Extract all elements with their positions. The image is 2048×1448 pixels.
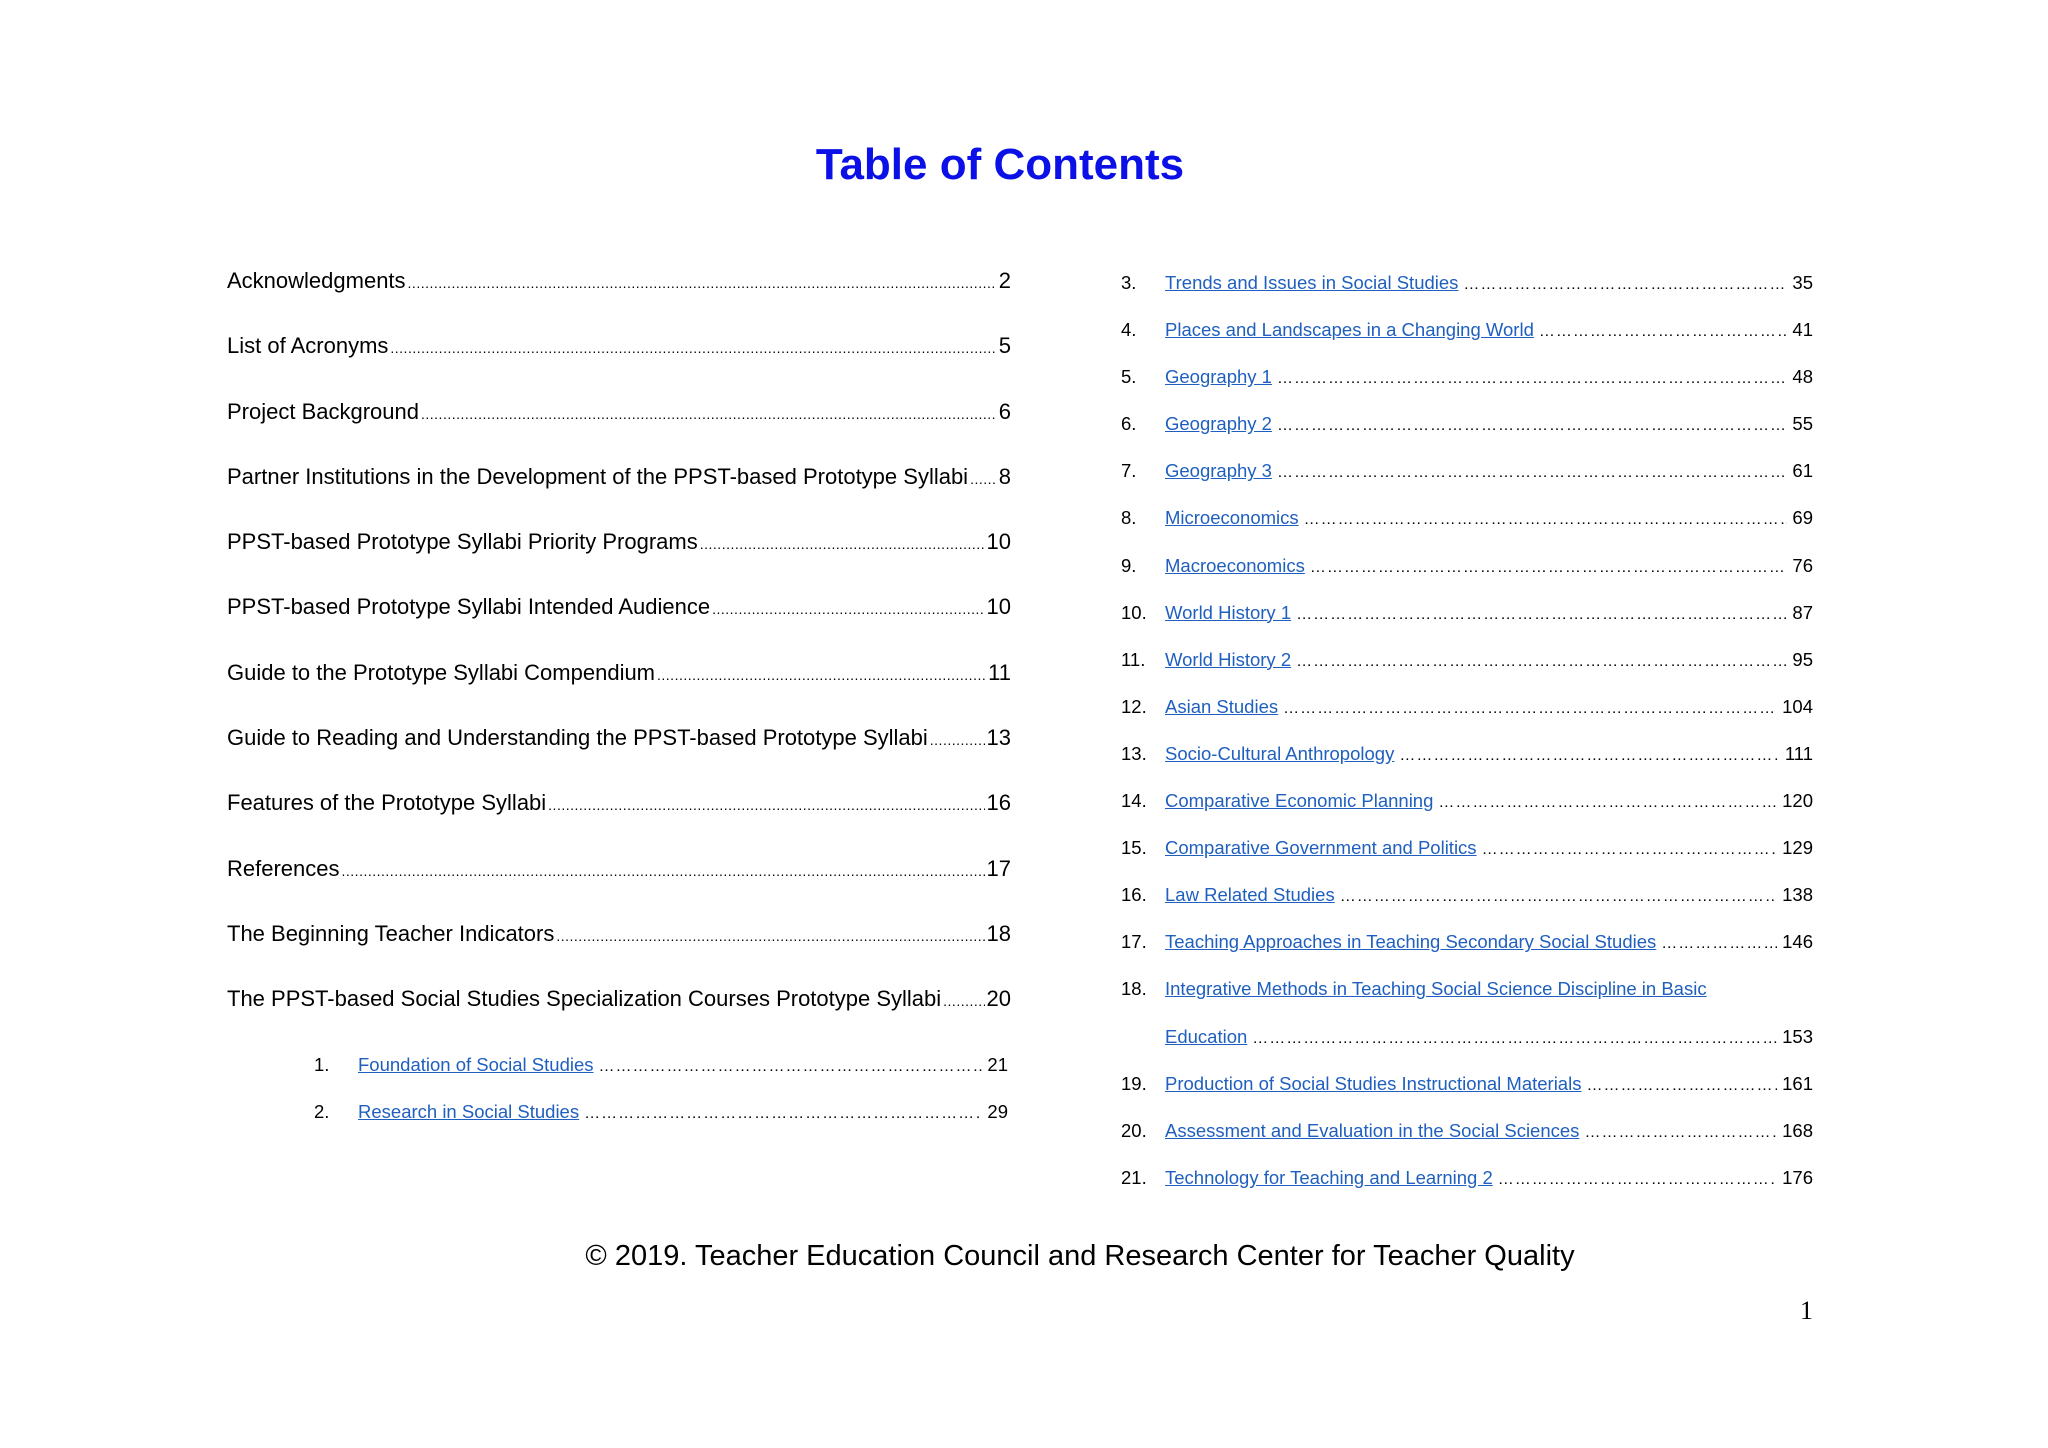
dot-leader [930, 732, 985, 748]
toc-entry-label: Acknowledgments [227, 268, 406, 293]
course-number: 11. [1121, 648, 1146, 670]
course-link[interactable]: Asian Studies [1165, 695, 1279, 717]
course-entry [1121, 555, 1813, 602]
dot-leader [599, 1058, 983, 1076]
dot-leader [1310, 559, 1788, 577]
course-link[interactable]: Macroeconomics [1165, 554, 1305, 576]
course-entry [1121, 743, 1813, 790]
course-page: 176 [1782, 1166, 1813, 1188]
course-link[interactable]: Geography 3 [1165, 460, 1272, 482]
dot-leader [1304, 511, 1788, 529]
course-number: 9. [1121, 554, 1137, 576]
course-link[interactable]: Foundation of Social Studies [358, 1054, 594, 1075]
course-number: 15. [1121, 837, 1147, 859]
course-number: 13. [1121, 742, 1147, 764]
dot-leader [548, 797, 984, 813]
toc-entry-beginning-teacher[interactable] [227, 921, 1011, 986]
dot-leader [1539, 323, 1788, 341]
main-toc-list [227, 268, 1011, 1052]
toc-entry-references[interactable] [227, 856, 1011, 921]
course-entry [1121, 931, 1813, 978]
course-page: 87 [1792, 601, 1813, 623]
course-page: 76 [1792, 554, 1813, 576]
dot-leader [1586, 1077, 1777, 1095]
course-entry [1121, 1167, 1813, 1214]
course-number: 1. [314, 1054, 330, 1075]
course-link[interactable]: Assessment and Evaluation in the Social Sciences [1165, 1119, 1580, 1141]
course-page: 95 [1792, 648, 1813, 670]
course-entry [1121, 413, 1813, 460]
course-link-continuation[interactable]: Education [1165, 1025, 1248, 1047]
course-page: 21 [987, 1054, 1008, 1075]
toc-entry-acknowledgments[interactable] [227, 268, 1011, 333]
dot-leader [1283, 700, 1777, 718]
course-link[interactable]: Teaching Approaches in Teaching Secondary Social Studies [1165, 931, 1657, 953]
course-number: 5. [1121, 366, 1137, 388]
toc-entry-list-of-acronyms[interactable] [227, 333, 1011, 398]
dot-leader [1399, 747, 1780, 765]
toc-entry-page: 8 [998, 463, 1011, 489]
toc-entry-label: PPST-based Prototype Syllabi Priority Programs [227, 529, 698, 555]
course-entry [1121, 1120, 1813, 1167]
course-number: 6. [1121, 413, 1137, 435]
course-number: 8. [1121, 507, 1137, 529]
course-link[interactable]: Technology for Teaching and Learning 2 [1165, 1166, 1493, 1188]
dot-leader [700, 536, 985, 552]
course-page: 61 [1792, 460, 1813, 482]
course-page: 153 [1782, 1025, 1813, 1047]
course-link[interactable]: Law Related Studies [1165, 884, 1335, 906]
course-link[interactable]: Comparative Economic Planning [1165, 790, 1434, 812]
toc-entry-page: 16 [986, 790, 1011, 816]
course-link[interactable]: Research in Social Studies [358, 1101, 580, 1123]
course-number: 12. [1121, 695, 1147, 717]
course-number: 7. [1121, 460, 1137, 482]
dot-leader [1277, 370, 1787, 388]
course-page: 104 [1782, 695, 1813, 717]
course-link[interactable]: Production of Social Studies Instructional Materials [1165, 1072, 1582, 1094]
course-entry [314, 1054, 1008, 1101]
course-entry-continuation [1121, 1026, 1813, 1073]
dot-leader [421, 406, 997, 422]
course-link[interactable]: Comparative Government and Politics [1165, 837, 1477, 859]
course-link[interactable]: World History 2 [1165, 648, 1292, 670]
toc-entry-page: 11 [988, 659, 1011, 685]
course-page: 48 [1792, 366, 1813, 388]
course-page: 168 [1782, 1119, 1813, 1141]
course-number: 2. [314, 1101, 330, 1123]
dot-leader [712, 601, 984, 617]
dot-leader [1661, 935, 1777, 953]
toc-entry-intended-audience[interactable] [227, 594, 1011, 659]
toc-entry-label: Features of the Prototype Syllabi [227, 790, 547, 816]
course-page: 161 [1782, 1072, 1813, 1094]
dot-leader [1296, 606, 1787, 624]
toc-entry-label: List of Acronyms [227, 333, 389, 359]
course-link[interactable]: Trends and Issues in Social Studies [1165, 272, 1459, 293]
dot-leader [1296, 653, 1787, 671]
course-page: 138 [1782, 884, 1813, 906]
toc-entry-page: 6 [998, 398, 1011, 424]
dot-leader [943, 993, 984, 1009]
toc-entry-partner-institutions[interactable] [227, 464, 1011, 529]
toc-entry-page: 5 [998, 333, 1011, 359]
toc-entry-label: The Beginning Teacher Indicators [227, 920, 555, 946]
course-number: 19. [1121, 1072, 1147, 1094]
toc-entry-guide-compendium[interactable] [227, 660, 1011, 725]
toc-entry-guide-reading[interactable] [227, 725, 1011, 790]
course-number: 10. [1121, 601, 1147, 623]
course-page: 120 [1782, 790, 1813, 812]
dot-leader [657, 667, 986, 683]
course-number: 3. [1121, 272, 1137, 293]
toc-entry-page: 17 [986, 855, 1011, 881]
course-entry [1121, 602, 1813, 649]
dot-leader [970, 471, 997, 487]
course-number: 17. [1121, 931, 1147, 953]
course-link[interactable]: Geography 2 [1165, 413, 1272, 435]
course-entry [1121, 978, 1813, 1025]
toc-entry-label: PPST-based Prototype Syllabi Intended Audience [227, 594, 711, 620]
course-entry [1121, 319, 1813, 366]
dot-leader [1482, 841, 1778, 859]
course-entry [1121, 696, 1813, 743]
course-entry [314, 1101, 1008, 1148]
course-page: 129 [1782, 837, 1813, 859]
dot-leader [1252, 1030, 1777, 1048]
course-number: 14. [1121, 790, 1147, 812]
toc-entry-page: 20 [986, 986, 1011, 1012]
toc-entry-features[interactable] [227, 790, 1011, 855]
toc-entry-label: Guide to Reading and Understanding the PPST-based Prototype Syllabi [227, 725, 928, 751]
course-page: 69 [1792, 507, 1813, 529]
course-entry [1121, 272, 1813, 319]
course-link[interactable]: Geography 1 [1165, 366, 1272, 388]
course-entry [1121, 837, 1813, 884]
toc-entry-project-background[interactable] [227, 399, 1011, 464]
course-list-left [314, 1054, 1008, 1148]
course-entry [1121, 460, 1813, 507]
course-number: 16. [1121, 884, 1147, 906]
toc-entry-label: Project Background [227, 398, 419, 424]
course-page: 55 [1792, 413, 1813, 435]
toc-entry-page: 18 [986, 920, 1011, 946]
dot-leader [584, 1105, 982, 1123]
toc-entry-priority-programs[interactable] [227, 529, 1011, 594]
toc-entry-page: 13 [986, 725, 1011, 751]
dot-leader [1277, 417, 1787, 435]
dot-leader [408, 275, 997, 291]
course-link[interactable]: World History 1 [1165, 601, 1292, 623]
copyright-footer: © 2019. Teacher Education Council and Research Center for Teacher Quality [585, 1240, 1575, 1272]
course-number: 20. [1121, 1119, 1147, 1141]
dot-leader [342, 863, 985, 879]
course-link[interactable]: Integrative Methods in Teaching Social Science Discipline in Basic [1165, 978, 1707, 1000]
course-page: 29 [987, 1101, 1008, 1123]
toc-entry-label: Guide to the Prototype Syllabi Compendium [227, 659, 656, 685]
toc-entry-page: 10 [986, 529, 1011, 555]
course-entry [1121, 507, 1813, 554]
toc-entry-label: References [227, 855, 340, 881]
course-entry [1121, 366, 1813, 413]
toc-entry-page: 10 [986, 594, 1011, 620]
dot-leader [1340, 888, 1777, 906]
course-number: 18. [1121, 978, 1147, 1000]
dot-leader [556, 928, 984, 944]
course-link[interactable]: Places and Landscapes in a Changing World [1165, 319, 1534, 341]
dot-leader [1277, 464, 1787, 482]
dot-leader [1463, 276, 1787, 294]
toc-entry-page: 2 [998, 268, 1011, 293]
course-entry [1121, 884, 1813, 931]
course-entry [1121, 649, 1813, 696]
course-entry [1121, 1073, 1813, 1120]
course-number: 21. [1121, 1166, 1147, 1188]
course-list-right [1121, 272, 1813, 1214]
toc-entry-label: Partner Institutions in the Development of the PPST-based Prototype Syllabi [227, 463, 969, 489]
dot-leader [1438, 794, 1777, 812]
course-page: 111 [1784, 742, 1813, 764]
dot-leader [1584, 1124, 1777, 1142]
course-number: 4. [1121, 319, 1137, 341]
dot-leader [1498, 1171, 1777, 1189]
toc-entry-label: The PPST-based Social Studies Specialization Courses Prototype Syllabi [227, 986, 942, 1012]
page-title: Table of Contents [815, 140, 1185, 189]
course-page: 146 [1782, 931, 1813, 953]
course-page: 35 [1792, 272, 1813, 293]
course-link[interactable]: Microeconomics [1165, 507, 1299, 529]
page-number: 1 [1800, 1296, 1813, 1325]
course-entry [1121, 790, 1813, 837]
course-link[interactable]: Socio-Cultural Anthropology [1165, 742, 1395, 764]
toc-entry-specialization-courses[interactable] [227, 986, 1011, 1051]
dot-leader [390, 340, 996, 356]
course-page: 41 [1792, 319, 1813, 341]
